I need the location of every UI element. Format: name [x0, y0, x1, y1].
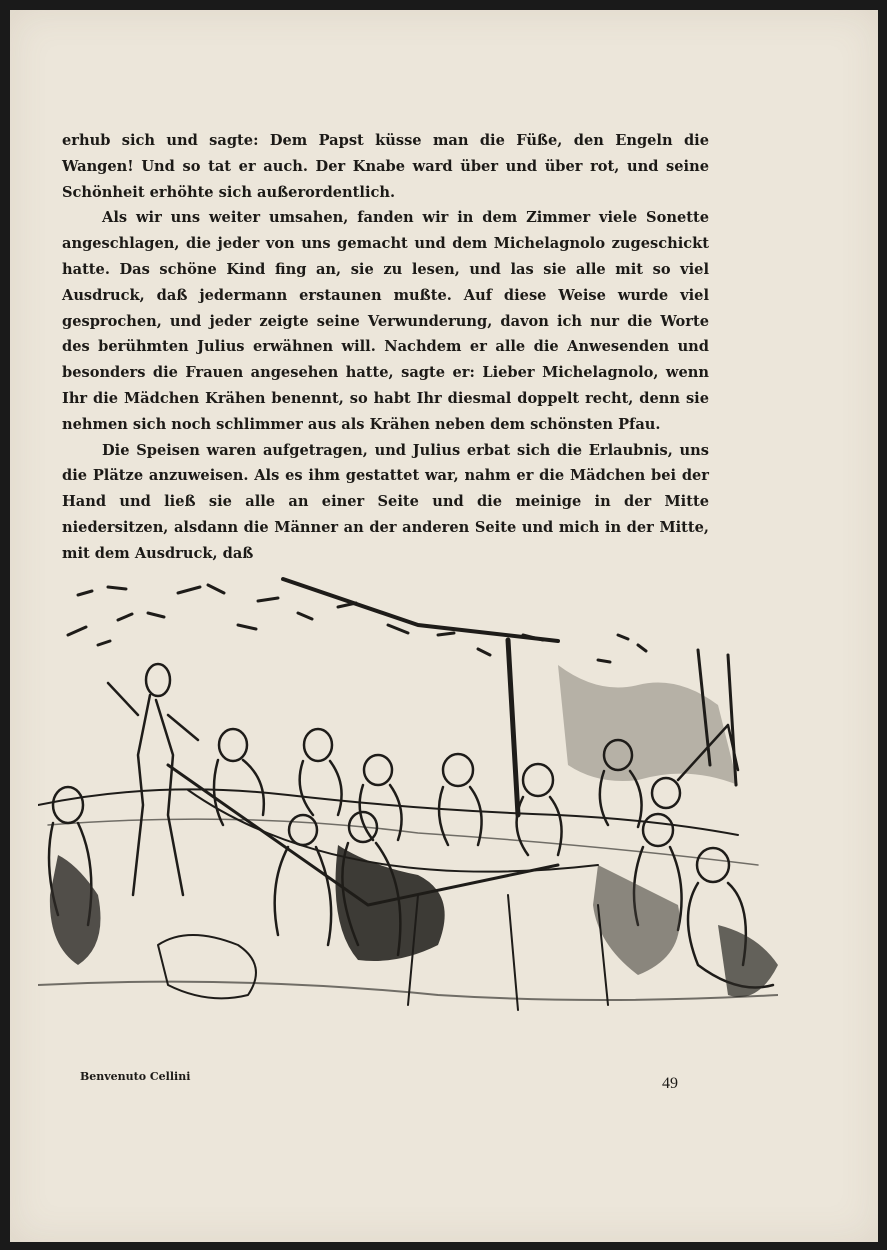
author-credit: Benvenuto Cellini — [80, 1070, 191, 1083]
paragraph-2: Als wir uns weiter umsahen, fanden wir in dem Zimmer viele Sonette angeschlagen, die jeder von uns gemacht und dem Michelagnolo zugeschickt hatte. Das schöne Kind fing an, sie zu lesen, und las sie alle mit so viel Ausdruck, daß jedermann erstaunen mußte. Auf diese Weise wurde viel gesprochen, und jeder zeigte seine Verwunderung, davon ich nur die Worte des berühmten Julius erwähnen will. Nachdem er alle die Anwesenden und besonders die Frauen angesehen hatte, sagte er: Lieber Michelagnolo, wenn Ihr die Mädchen Krähen benennt, so habt Ihr diesmal doppelt recht, denn sie nehmen sich noch schlimmer aus als Krähen neben dem schönsten Pfau. — [62, 209, 709, 433]
paragraph-1: erhub sich und sagte: Dem Papst küsse man die Füße, den Engeln die Wangen! Und so tat er auch. Der Knabe ward über und über rot, und seine Schönheit erhöhte sich außerordentlich. — [62, 132, 709, 201]
banquet-illustration — [38, 565, 778, 1020]
book-page — [10, 10, 878, 1242]
body-text — [62, 128, 709, 567]
page-number: 49 — [662, 1075, 678, 1092]
paragraph-3: Die Speisen waren aufgetragen, und Julius erbat sich die Erlaubnis, uns die Plätze anzuweisen. Als es ihm gestattet war, nahm er die Mädchen bei der Hand und ließ sie alle an einer Seite und die meinige in der Mitte niedersitzen, alsdann die Männer an der anderen Seite und mich in der Mitte, mit dem Ausdruck, daß — [62, 441, 709, 562]
